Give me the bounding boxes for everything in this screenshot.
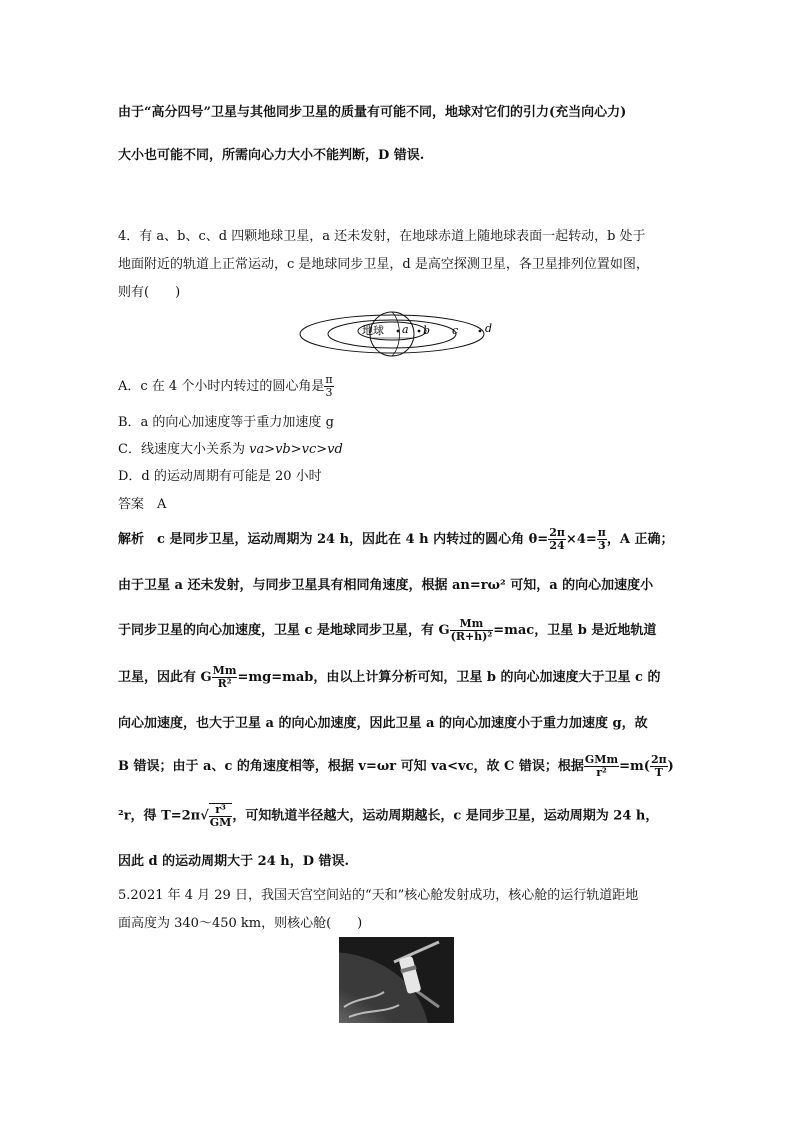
- option-c-text: C．线速度大小关系为: [118, 442, 250, 457]
- analysis-fraction-surface: [212, 665, 238, 690]
- analysis-line-4-a: 卫星，因此有 G: [118, 670, 212, 685]
- option-a-text: A．c 在 4 个小时内转过的圆心角是: [118, 379, 325, 394]
- analysis-line-1-b: ×4=: [565, 532, 597, 547]
- space-station-photo: [339, 937, 454, 1023]
- fraction-num: r³: [209, 804, 233, 817]
- analysis-fraction-gmm: [584, 754, 619, 779]
- analysis-line-4: [118, 665, 660, 690]
- option-d: D．d 的运动周期有可能是 20 小时: [118, 469, 322, 484]
- analysis-line-2: 由于卫星 a 还未发射，与同步卫星具有相同角速度，根据 an=rω² 可知，a 的向心加速度小: [118, 578, 654, 593]
- q5-stem-line-1: 5.2021 年 4 月 29 日，我国天宫空间站的“天和”核心舱发射成功，核心舱的运行轨道距地: [118, 888, 639, 903]
- answer: 答案 A: [118, 497, 167, 512]
- fraction-den: GM: [209, 816, 232, 829]
- fraction-den: (R+h)²: [450, 630, 493, 643]
- analysis-line-6-c: ): [667, 759, 674, 774]
- option-b: B．a 的向心加速度等于重力加速度 g: [118, 415, 334, 430]
- analysis-line-6-b: =m(: [619, 759, 650, 774]
- analysis-line-3-b: =mac，卫星 b 是近地轨道: [493, 623, 657, 638]
- analysis-line-7-b: ，可知轨道半径越大，运动周期越长，c 是同步卫星，运动周期为 24 h，: [232, 808, 659, 824]
- analysis-fraction-2pi-24: [548, 527, 566, 552]
- option-a-fraction: [324, 374, 333, 399]
- earth-meridian: [392, 312, 400, 356]
- satellite-b-dot: [418, 330, 421, 333]
- analysis-fraction-gravity: [450, 618, 494, 643]
- analysis-line-3: [118, 618, 656, 643]
- analysis-line-7-a: ²r，得 T=2π: [118, 808, 201, 824]
- satellite-d-dot: [479, 330, 482, 333]
- analysis-line-8: 因此 d 的运动周期大于 24 h，D 错误.: [118, 854, 350, 869]
- analysis-fraction-2pi-t: [650, 754, 668, 779]
- fraction-num: π: [597, 526, 606, 539]
- q4-stem-line-2: 地面附近的轨道上正常运动，c 是地球同步卫星，d 是高空探测卫星，各卫星排列位置如图，: [118, 257, 649, 272]
- fraction-den: 3: [597, 539, 606, 552]
- option-a: [118, 374, 334, 399]
- analysis-line-4-b: =mg=mab，由以上计算分析可知，卫星 b 的向心加速度大于卫星 c 的: [237, 670, 661, 685]
- analysis-line-5: 向心加速度，也大于卫星 a 的向心加速度，因此卫星 a 的向心加速度小于重力加速度 g，故: [118, 716, 648, 731]
- fraction-den: R²: [217, 677, 232, 690]
- analysis-line-6: [118, 754, 674, 779]
- fraction-num: Mm: [212, 664, 237, 677]
- prev-explanation-line-2: 大小也可能不同，所需向心力大小不能判断，D 错误.: [118, 148, 425, 163]
- satellite-a-dot: [397, 330, 400, 333]
- q4-stem-line-3: 则有( ): [118, 285, 181, 300]
- analysis-line-7: [118, 803, 658, 829]
- satellite-a-label: a: [402, 323, 409, 336]
- option-a-fraction-num: π: [325, 373, 333, 386]
- fraction-den: T: [654, 766, 663, 779]
- analysis-line-1: [118, 527, 673, 552]
- option-a-fraction-den: 3: [325, 386, 333, 399]
- analysis-line-1-a: 解析 c 是同步卫星，运动周期为 24 h，因此在 4 h 内转过的圆心角 θ=: [118, 532, 549, 547]
- orbit-figure: [296, 310, 506, 358]
- fraction-num: 2π: [650, 753, 667, 766]
- analysis-fraction-r3-gm: [209, 803, 233, 829]
- q4-stem-line-1: 4．有 a、b、c、d 四颗地球卫星，a 还未发射，在地球赤道上随地球表面一起转动，b 处于: [118, 229, 646, 244]
- satellite-d-label: d: [485, 322, 493, 335]
- analysis-line-6-a: B 错误；由于 a、c 的角速度相等，根据 v=ωr 可知 va<vc，故 C 错误；根据: [118, 759, 584, 774]
- satellite-b-label: b: [423, 324, 431, 337]
- prev-explanation-line-1: 由于“高分四号”卫星与其他同步卫星的质量有可能不同，地球对它们的引力(充当向心力): [118, 105, 627, 120]
- satellite-c-label: c: [452, 324, 459, 337]
- fraction-den: r²: [596, 766, 607, 779]
- q5-stem-line-2: 面高度为 340～450 km，则核心舱( ): [118, 916, 363, 931]
- option-c: [118, 438, 343, 457]
- analysis-fraction-pi-3: [597, 527, 607, 552]
- fraction-den: 24: [549, 539, 565, 552]
- fraction-num: GMm: [584, 753, 619, 766]
- sqrt-sign: √: [200, 808, 209, 824]
- analysis-line-3-a: 于同步卫星的向心加速度，卫星 c 是地球同步卫星，有 G: [118, 623, 450, 638]
- option-c-formula: va>vb>vc>vd: [249, 442, 343, 457]
- orbit-c: [328, 320, 459, 348]
- fraction-num: 2π: [549, 526, 565, 539]
- analysis-line-1-c: ，A 正确；: [606, 532, 674, 547]
- fraction-num: Mm: [450, 618, 494, 631]
- earth-label: 地球: [362, 324, 384, 337]
